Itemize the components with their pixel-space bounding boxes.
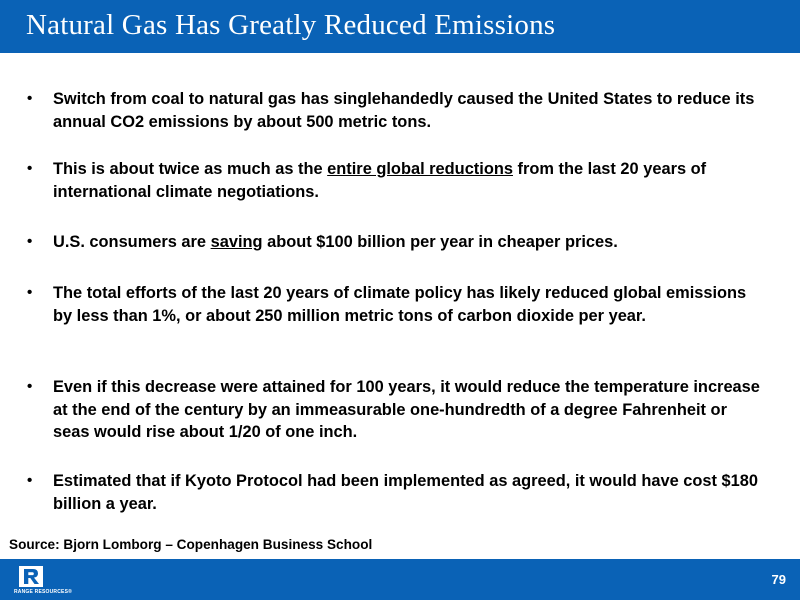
bullet-segment-underlined: saving	[210, 233, 263, 251]
bullet-marker: •	[27, 90, 33, 107]
page-number: 79	[771, 572, 786, 587]
logo-wordmark: RANGE RESOURCES®	[14, 589, 73, 595]
bullet-marker: •	[27, 233, 33, 250]
bullet-segment: Switch from coal to natural gas has singlehandedly caused the United States to reduce its annual CO2 emissions by about 500 metric tons.	[53, 90, 755, 131]
bullet-segment-underlined: entire global reductions	[327, 160, 513, 178]
bullet-segment: Even if this decrease were attained for 100 years, it would reduce the temperature increase at the end of the century by an immeasurable one-hundredth of a degree Fahrenheit or seas would rise about 1/20 of one inch.	[53, 378, 760, 441]
bullet-marker: •	[27, 378, 33, 395]
bullet-segment: about $100 billion per year in cheaper prices.	[262, 233, 618, 251]
source-citation: Source: Bjorn Lomborg – Copenhagen Business School	[9, 537, 373, 552]
bullet-segment: This is about twice as much as the	[53, 160, 328, 178]
bullet-marker: •	[27, 284, 33, 301]
bullet-segment: from the last 20 years of international climate negotiations.	[53, 160, 707, 201]
bullet-text	[53, 376, 763, 444]
title-bar	[0, 0, 800, 53]
bullet-marker: •	[27, 160, 33, 177]
bullet-text	[53, 88, 763, 133]
range-resources-logo-icon	[18, 565, 44, 588]
bullet-segment: Estimated that if Kyoto Protocol had been implemented as agreed, it would have cost $180 billion a year.	[53, 472, 758, 513]
footer-bar	[0, 559, 800, 600]
bullet-text	[53, 231, 763, 254]
slide-title: Natural Gas Has Greatly Reduced Emissions	[26, 9, 556, 41]
bullet-text	[53, 282, 763, 327]
bullet-segment: U.S. consumers are	[53, 233, 211, 251]
bullet-text	[53, 470, 763, 515]
bullet-marker: •	[27, 472, 33, 489]
bullet-segment: The total efforts of the last 20 years of climate policy has likely reduced global emissions by less than 1%, or about 250 million metric tons of carbon dioxide per year.	[53, 284, 747, 325]
bullet-text	[53, 158, 763, 203]
company-logo	[14, 565, 73, 597]
